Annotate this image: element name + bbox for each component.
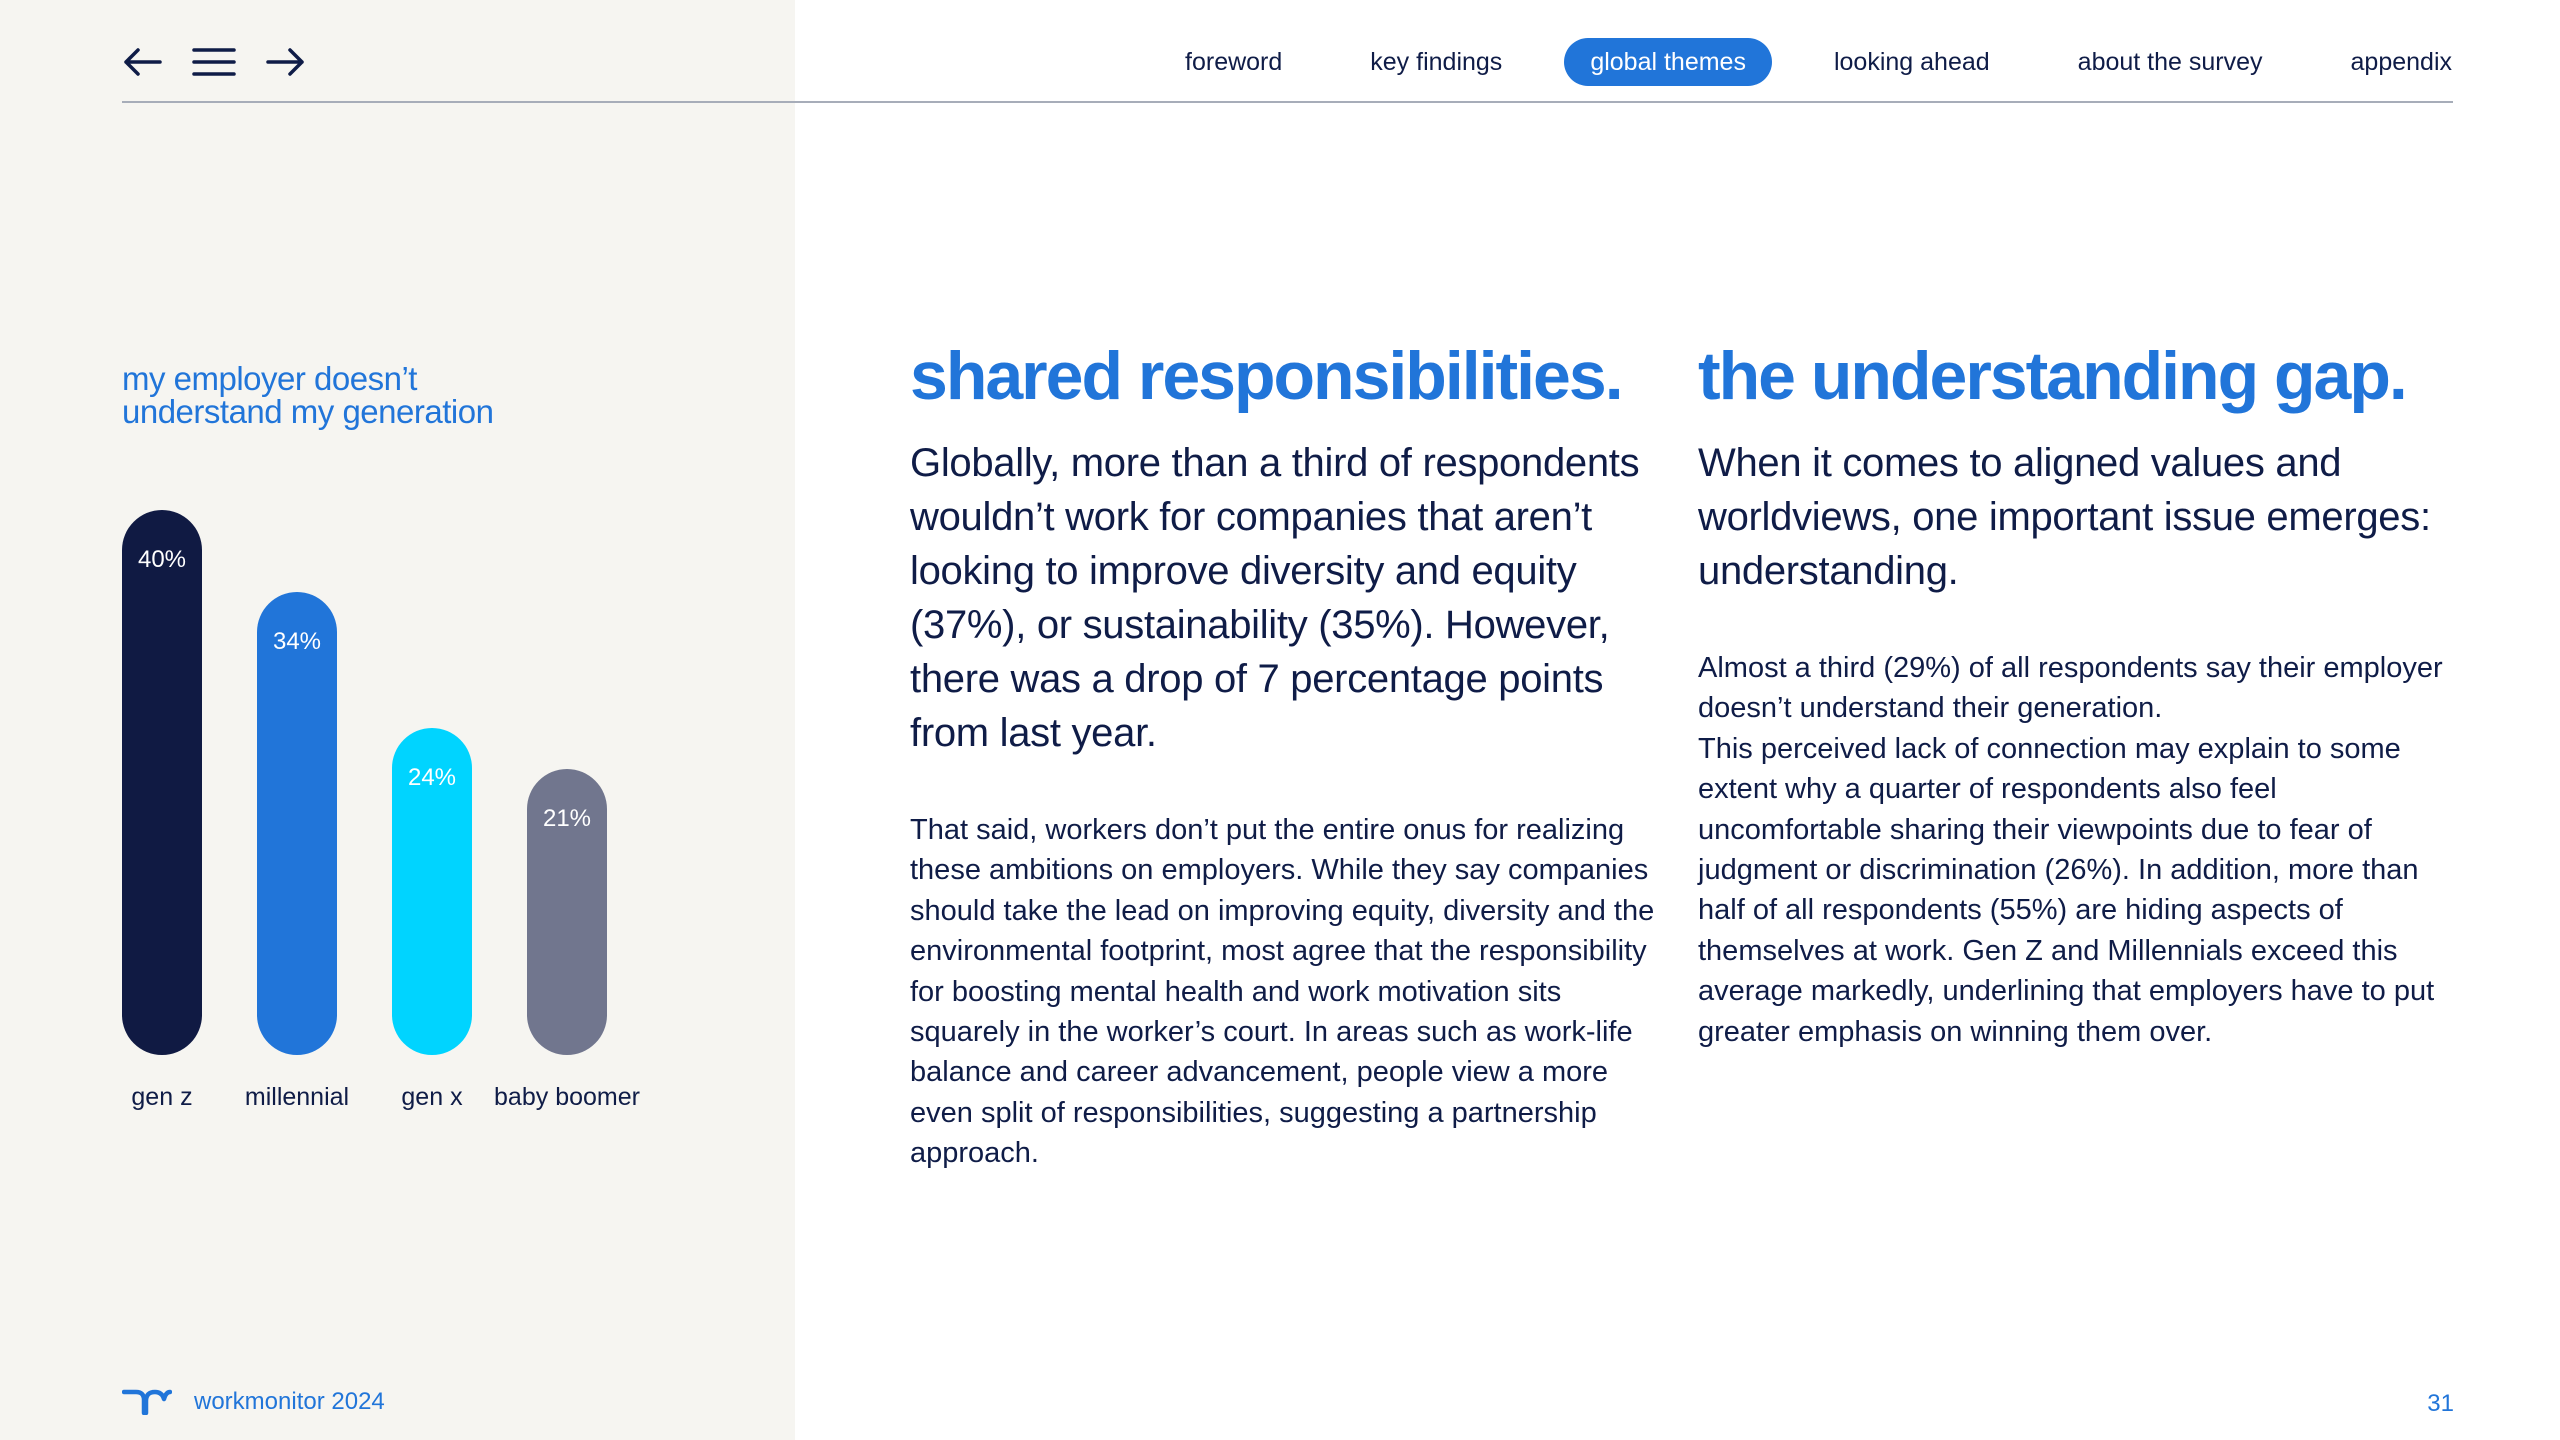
tab-appendix[interactable]: appendix bbox=[2350, 48, 2452, 76]
tab-global-themes[interactable]: global themes bbox=[1564, 38, 1772, 86]
randstad-logo-icon bbox=[122, 1389, 172, 1415]
bar-chart bbox=[96, 510, 696, 1190]
bar-gen-z bbox=[122, 510, 202, 1055]
hamburger-menu-icon bbox=[192, 47, 236, 77]
section-heading: the understanding gap. bbox=[1698, 338, 2406, 414]
tab-foreword[interactable]: foreword bbox=[1185, 48, 1283, 76]
section-heading: shared responsibilities. bbox=[910, 338, 1622, 414]
bar-value-label: 24% bbox=[407, 764, 457, 791]
lead-paragraph: Globally, more than a third of respondents wouldn’t work for companies that aren’t looking to improve diversity and equity (37%), or sustainability (35%). However, there was a drop of 7 percentage points from last year. bbox=[910, 441, 1640, 755]
bar-millennial bbox=[257, 592, 337, 1055]
chart-title-line: my employer doesn’t bbox=[122, 360, 417, 397]
tab-about-the-survey[interactable]: about the survey bbox=[2077, 48, 2263, 76]
previous-page-button[interactable] bbox=[122, 46, 162, 78]
tab-looking-ahead[interactable]: looking ahead bbox=[1833, 48, 1990, 76]
body-paragraph bbox=[1698, 648, 2458, 1052]
arrow-left-icon bbox=[122, 46, 162, 78]
lead-paragraph: When it comes to aligned values and worldviews, one important issue emerges: understanding. bbox=[1698, 441, 2431, 593]
chart-title bbox=[122, 362, 722, 428]
page-number: 31 bbox=[2427, 1390, 2454, 1417]
category-label: gen x bbox=[401, 1083, 463, 1111]
brand-name: workmonitor 2024 bbox=[194, 1388, 385, 1415]
section-tabs bbox=[1123, 38, 2478, 86]
category-label: gen z bbox=[131, 1083, 193, 1111]
shared-responsibilities-section bbox=[910, 336, 1670, 1174]
category-label: millennial bbox=[244, 1083, 350, 1111]
understanding-gap-section bbox=[1698, 336, 2458, 1052]
category-label: baby boomer bbox=[494, 1083, 640, 1111]
body-paragraph: That said, workers don’t put the entire onus for realizing these ambitions on employers. While they say companies should take the lead on improving equity, diversity and the environmental footprint, most agree that the responsibility for boosting mental health and work motivation sits squarely in the worker’s court. In areas such as work-life balance and career advancement, people view a more even split of responsibilities, suggesting a partnership approach. bbox=[910, 814, 1655, 1170]
bar-value-label: 40% bbox=[137, 546, 187, 573]
body-sentence: Almost a third (29%) of all respondents say their employer doesn’t understand their generation. bbox=[1698, 652, 2443, 725]
header-divider bbox=[122, 101, 2453, 103]
chart-title-line: understand my generation bbox=[122, 393, 494, 430]
footer-brand bbox=[122, 1388, 385, 1416]
next-page-button[interactable] bbox=[266, 46, 306, 78]
body-sentence: This perceived lack of connection may explain to some extent why a quarter of respondents also feel uncomfortable sharing their viewpoints due to fear of judgment or discrimination (26%). In addition, more than half of all respondents (55%) are hiding aspects of themselves at work. Gen Z and Millennials exceed this average markedly, underlining that employers have to put greater emphasis on winning them over. bbox=[1698, 732, 2435, 1048]
page-navigation bbox=[122, 42, 306, 82]
bar-value-label: 21% bbox=[542, 804, 592, 832]
bar-value-label: 34% bbox=[272, 627, 322, 655]
menu-button[interactable] bbox=[192, 47, 236, 77]
tab-key-findings[interactable]: key findings bbox=[1370, 48, 1503, 76]
arrow-right-icon bbox=[266, 46, 306, 78]
